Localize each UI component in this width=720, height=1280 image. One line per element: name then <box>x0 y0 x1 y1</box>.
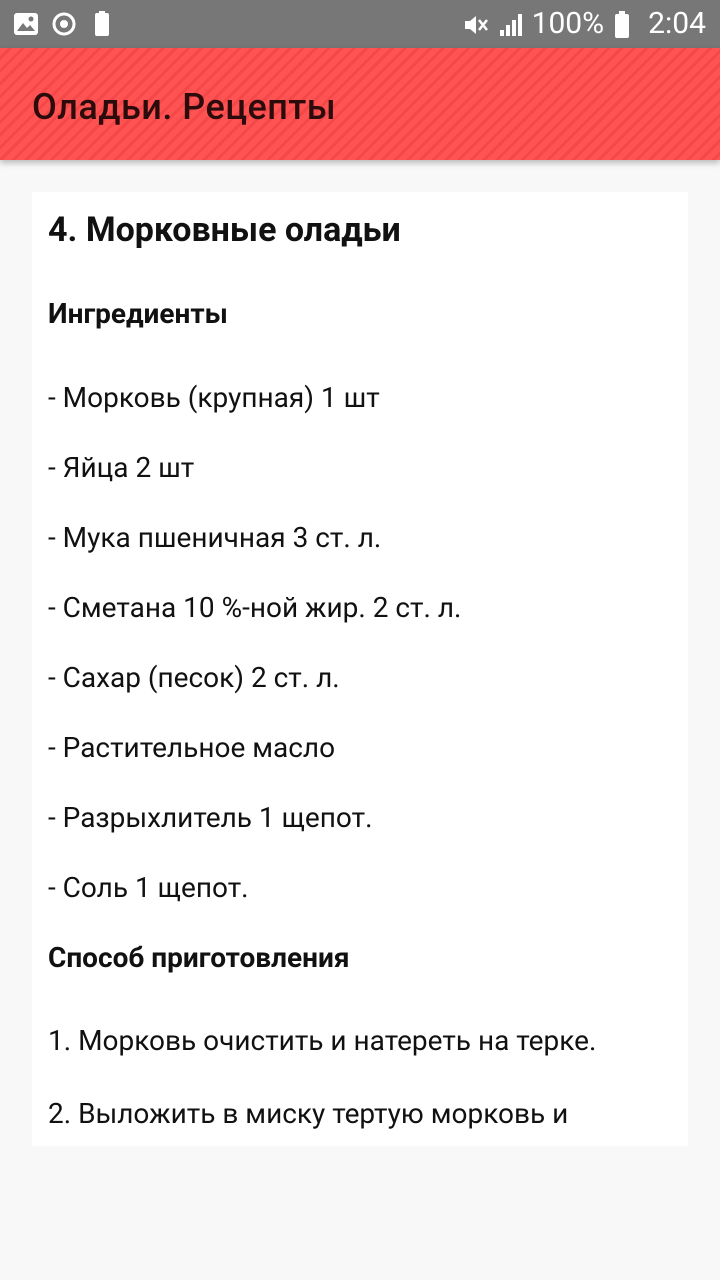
ingredients-heading: Ингредиенты <box>48 297 228 330</box>
ingredients-list <box>48 380 672 906</box>
recipe-card[interactable] <box>32 192 688 1146</box>
battery-icon <box>612 10 640 38</box>
gallery-icon <box>12 10 40 38</box>
app-title: Оладьи. Рецепты <box>32 86 337 128</box>
signal-icon <box>496 10 524 38</box>
clock: 2:04 <box>648 6 706 41</box>
sync-icon <box>50 10 78 38</box>
ingredient-item: - Мука пшеничная 3 ст. л. <box>48 521 382 554</box>
step-item: 2. Выложить в миску тертую морковь и <box>48 1097 569 1130</box>
ingredient-item: - Соль 1 щепот. <box>48 871 249 904</box>
status-bar <box>0 0 720 48</box>
ingredient-item: - Разрыхлитель 1 щепот. <box>48 801 373 834</box>
steps-list <box>48 1022 672 1132</box>
ingredient-item: - Яйца 2 шт <box>48 451 195 484</box>
step-item: 1. Морковь очистить и натереть на терке. <box>48 1024 597 1057</box>
battery-saver-icon <box>88 10 116 38</box>
method-heading: Способ приготовления <box>48 941 350 974</box>
battery-percent: 100% <box>531 6 605 41</box>
ingredient-item: - Сметана 10 %-ной жир. 2 ст. л. <box>48 591 462 624</box>
mute-icon <box>460 10 488 38</box>
ingredient-item: - Сахар (песок) 2 ст. л. <box>48 661 340 694</box>
app-bar <box>0 48 720 160</box>
recipe-title: 4. Морковные оладьи <box>48 210 401 250</box>
ingredient-item: - Растительное масло <box>48 731 336 764</box>
ingredient-item: - Морковь (крупная) 1 шт <box>48 381 380 414</box>
